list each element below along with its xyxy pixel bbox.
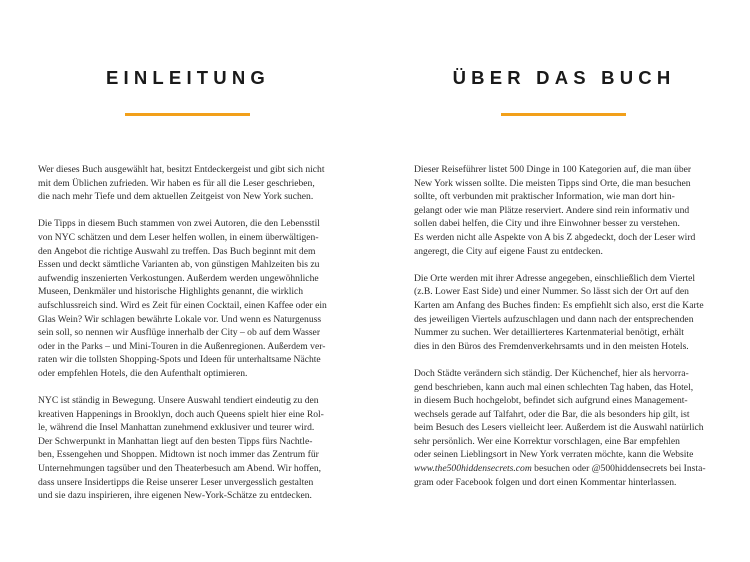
right-heading-rule: [501, 113, 626, 116]
body-line: sollte, oft verbunden mit praktischer Information, wie man dort hin-: [414, 191, 675, 203]
body-line: oder empfehlen Hotels, die den Aufenthalt optimieren.: [38, 367, 248, 379]
left-heading-rule: [125, 113, 250, 116]
body-line: aufwendig inszenierten Verkostungen. Außerdem werden ungewöhnliche: [38, 272, 319, 284]
body-line: Wer dieses Buch ausgewählt hat, besitzt Entdeckergeist und gibt sich nicht: [38, 164, 325, 175]
body-line: wechsels gerade auf Talfahrt, oder die Bar, die als besonders hip gilt, ist: [414, 408, 690, 420]
body-line: Dieser Reiseführer listet 500 Dinge in 100 Kategorien auf, die man über: [414, 164, 692, 175]
body-line: den Angebot die richtige Auswahl zu treffen. Das Buch beginnt mit dem: [38, 245, 316, 257]
right-page-heading: ÜBER DAS BUCH: [452, 67, 676, 88]
left-page-body: [38, 163, 338, 503]
body-line: sein soll, so nennen wir Ausflüge innerhalb der City – ob auf dem Wasser: [38, 327, 321, 339]
body-line: gend beschrieben, kann auch mal einen schlechten Tag haben, das Hotel,: [414, 381, 694, 393]
body-line: Essen und deckt sämtliche Varianten ab, von günstigen Mahlzeiten bis zu: [38, 259, 320, 271]
body-line: le, während die Insel Manhattan zunehmend exklusiver und teurer wird.: [38, 422, 315, 434]
url-line-rest: besuchen oder @500hiddensecrets bei Insta-: [531, 463, 706, 475]
body-line: die nach mehr Tiefe und dem aktuellen Zeitgeist von New York suchen.: [38, 191, 314, 203]
paragraph-gap: [38, 204, 338, 218]
right-page-body: [414, 163, 714, 489]
right-page-tail: [414, 476, 714, 490]
body-line: aufschlussreich sind. Wird es Zeit für einen Cocktail, einen Kaffee oder ein: [38, 299, 327, 311]
left-page-heading: EINLEITUNG: [105, 67, 271, 88]
body-line: Museen, Denkmäler und historische Highlights genannt, die wirklich: [38, 286, 304, 298]
body-line: gelangt oder wie man Plätze reserviert. Andere sind rein informativ und: [414, 204, 690, 216]
body-line: New York wissen sollte. Die meisten Tipps sind Orte, die man besuchen: [414, 177, 691, 189]
body-line: Es werden nicht alle Aspekte von A bis Z abgedeckt, doch der Leser wird: [414, 231, 696, 243]
body-line-with-url: [414, 462, 714, 476]
body-line: angeregt, die City auf eigene Faust zu entdecken.: [414, 245, 603, 257]
website-url: www.the500hiddensecrets.com: [414, 463, 532, 475]
body-line: beim Besuch des Lesers vielleicht leer. Außerdem ist die Auswahl natürlich: [414, 422, 704, 434]
body-line: raten wir die tollsten Shopping-Spots und Ideen für unterhaltsame Nächte: [38, 354, 321, 366]
body-line: von NYC schätzen und dem Leser helfen wollen, in einem überwältigen-: [38, 231, 319, 243]
body-line: Karten am Anfang des Buches finden: Es empfiehlt sich also, erst die Karte: [414, 299, 704, 311]
body-line: dass unsere Insidertipps die Reise unserer Leser unvergesslich gestalten: [38, 476, 314, 488]
body-line: Die Orte werden mit ihrer Adresse angegeben, einschließlich dem Viertel: [414, 272, 696, 284]
body-line: Unternehmungen tagsüber und den Theaterbesuch am Abend. Wir hoffen,: [38, 463, 322, 475]
body-line: mit dem Üblichen zufrieden. Wir haben es für all die Leser geschrieben,: [38, 177, 315, 189]
body-line: in diesem Buch hochgelobt, befindet sich aufgrund eines Management-: [414, 395, 688, 407]
body-line: Doch Städte verändern sich ständig. Der Küchenchef, hier als hervorra-: [414, 367, 689, 379]
body-line: des jeweiligen Viertels aufzuschlagen und dann nach der entsprechenden: [414, 313, 694, 325]
body-line: ben, Essengehen und Shoppen. Midtown ist noch immer das Zentrum für: [38, 449, 319, 461]
body-line: kreativen Happenings in Brooklyn, doch auch Queens spielt hier eine Rol-: [38, 408, 324, 420]
body-line: NYC ist ständig in Bewegung. Unsere Auswahl tendiert eindeutig zu den: [38, 395, 319, 407]
body-line: und sie dazu inspirieren, ihre eigenen New-York-Schätze zu entdecken.: [38, 490, 312, 502]
body-line: sehr persönlich. Wer eine Korrektur vorschlagen, eine Bar empfehlen: [414, 435, 680, 447]
body-line: oder seinen Lieblingsort in New York verraten möchte, kann die Website: [414, 449, 694, 461]
body-line: Der Schwerpunkt in Manhattan liegt auf den besten Tipps fürs Nachtle-: [38, 435, 313, 447]
body-line: sollen dabei helfen, die City und ihre Einwohner besser zu verstehen.: [414, 218, 680, 230]
body-line: oder in the Parks – und Mini-Touren in die Außenregionen. Außerdem ver-: [38, 340, 326, 352]
body-line: (z.B. Lower East Side) und einer Nummer. So lässt sich der Ort auf den: [414, 286, 689, 298]
body-line: Glas Wein? Wir schlagen bewährte Lokale vor. Und wenn es Naturgenuss: [38, 313, 322, 325]
body-line: dies in den Büros des Fremdenverkehrsamts und in den meisten Hotels.: [414, 340, 689, 352]
paragraph-gap: [414, 258, 714, 272]
paragraph-gap: [414, 353, 714, 367]
body-line: Die Tipps in diesem Buch stammen von zwei Autoren, die den Lebensstil: [38, 218, 320, 230]
body-line: Nummer zu suchen. Wer detaillierteres Kartenmaterial benötigt, erhält: [414, 327, 684, 339]
paragraph-gap: [38, 381, 338, 395]
right-page-lines: [414, 163, 714, 462]
body-line: gram oder Facebook folgen und dort einen Kommentar hinterlassen.: [414, 476, 677, 488]
